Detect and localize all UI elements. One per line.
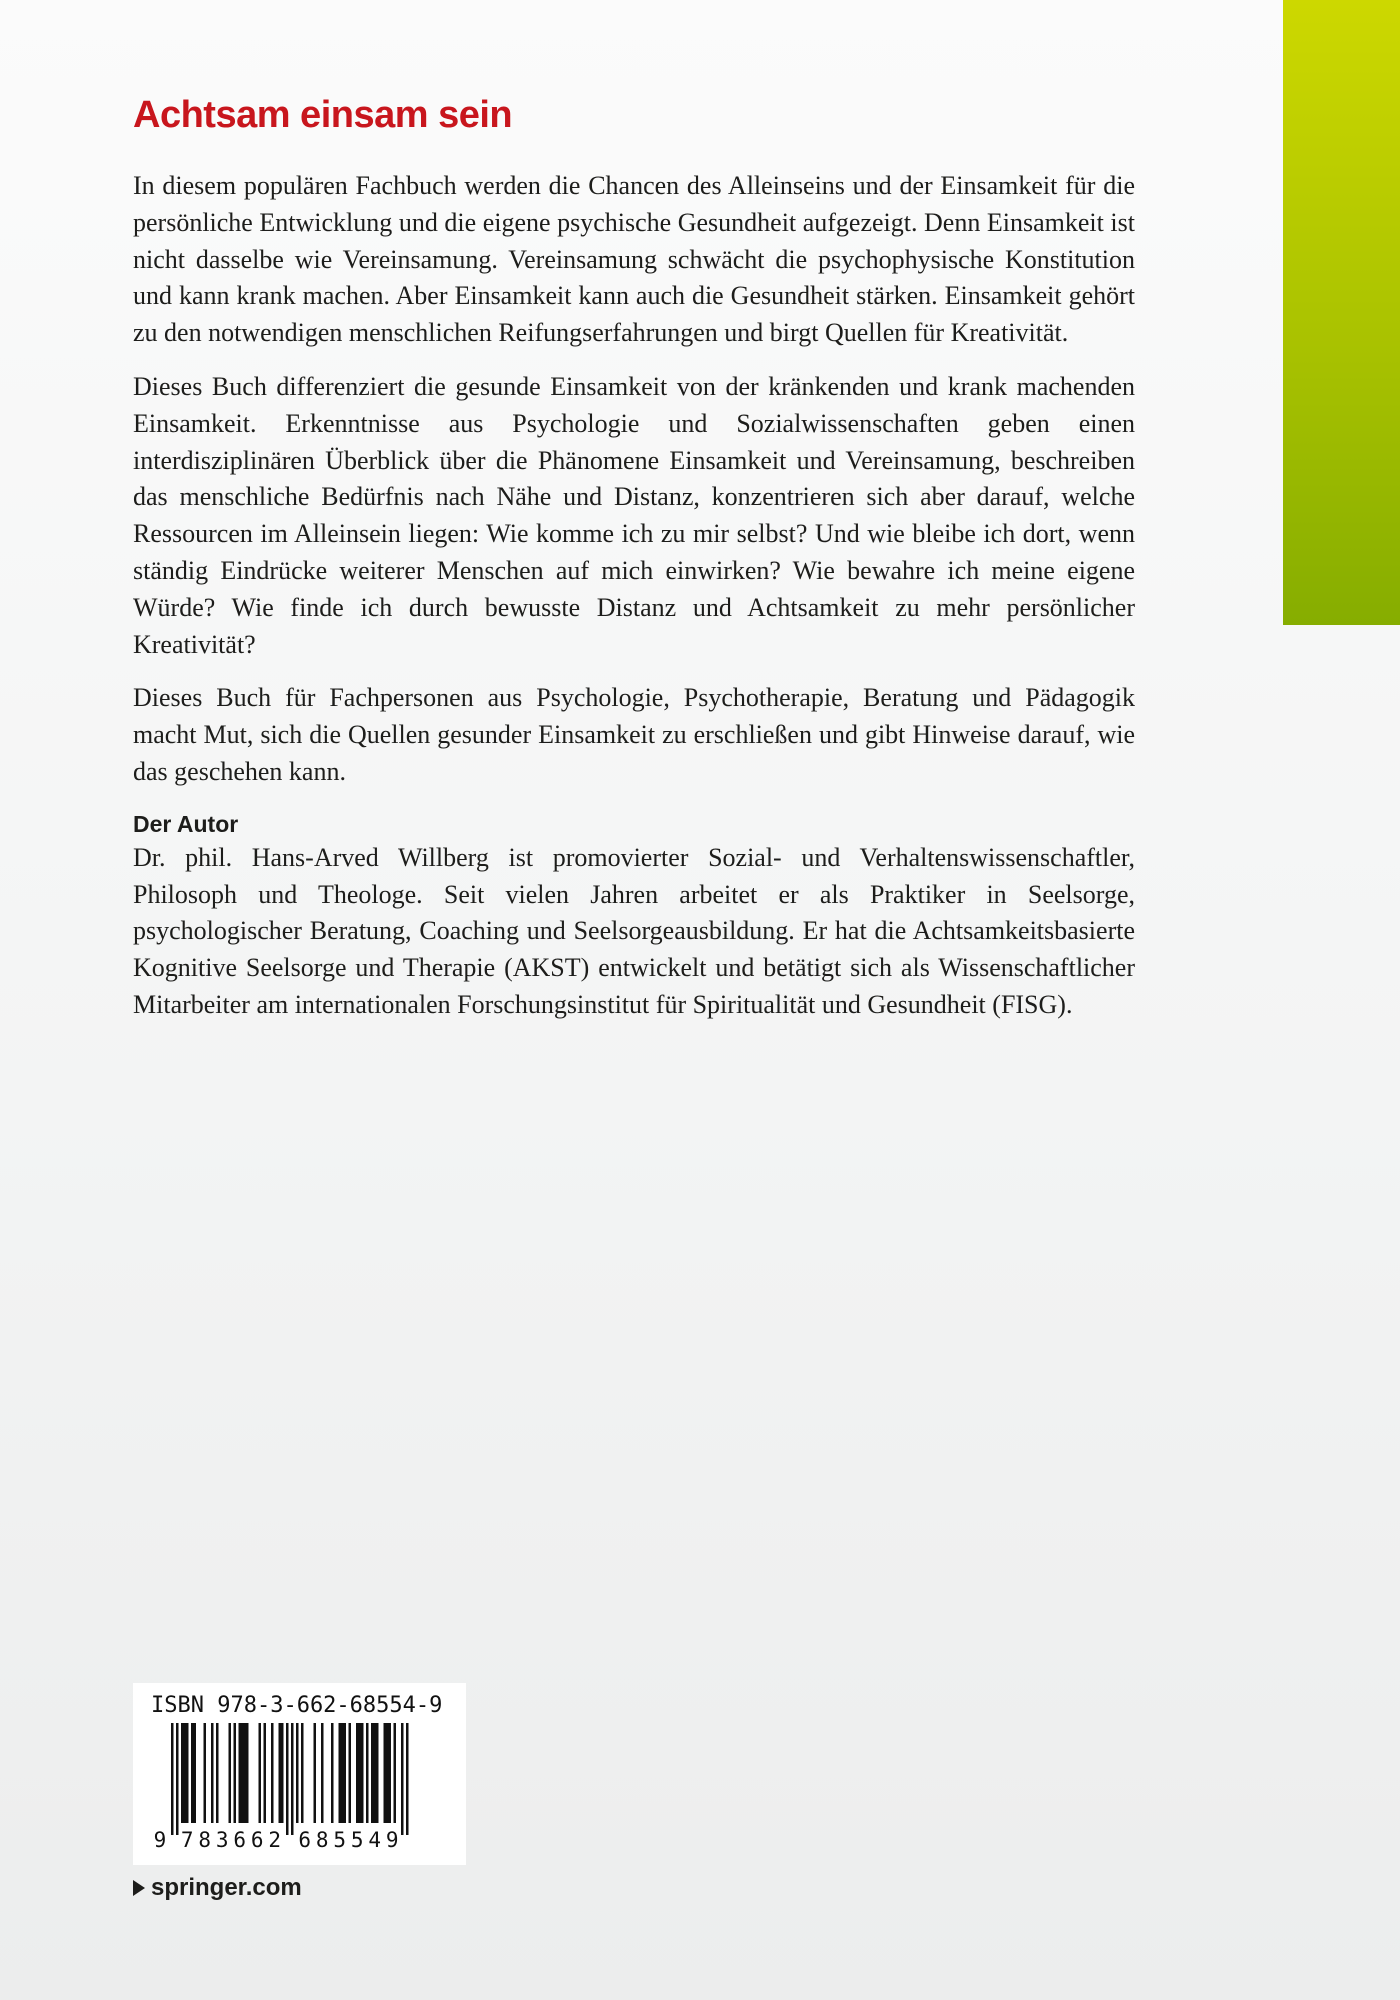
barcode-bar: [376, 1723, 379, 1823]
barcode-bar: [271, 1723, 274, 1823]
barcode-bar: [176, 1723, 179, 1835]
barcode-bar: [211, 1723, 214, 1823]
author-bio: Dr. phil. Hans-Arved Willberg ist promovierter Sozial- und Verhaltenswissenschaftler, Philosoph und Theologe. Seit vielen Jahren arbeitet er als Praktiker in Seelsorge, psychologischer Beratung, Coaching und Seelsorgeausbildung. Er hat die Achtsamkeitsbasierte Kognitive Seelsorge und Therapie (AKST) entwickelt und betätigt sich als Wissenschaftlicher Mitarbeiter am internationalen Forschungsinstitut für Spiritualität und Gesundheit (FISG).: [133, 842, 1135, 1019]
barcode-bar: [386, 1723, 389, 1823]
arrow-right-icon: [133, 1880, 145, 1896]
blurb-paragraph-3: Dieses Buch für Fachpersonen aus Psychologie, Psychotherapie, Beratung und Pädagogik macht Mut, sich die Quellen gesunder Einsamkeit zu erschließen und gibt Hinweise darauf, wie das geschehen kann.: [133, 683, 1135, 786]
barcode-bar: [194, 1723, 197, 1823]
barcode-bar: [286, 1723, 289, 1835]
barcode-bar: [331, 1723, 334, 1823]
barcode-digit: 6: [298, 1828, 312, 1852]
blurb-paragraph-1: In diesem populären Fachbuch werden die Chancen des Alleinseins und der Einsamkeit für die persönliche Entwicklung und die eigene psychische Gesundheit aufgezeigt. Denn Einsamkeit ist nicht dasselbe wie Vereinsamung. Vereinsamung schwächt die psychophysische Konstitution und kann krank machen. Aber Einsamkeit kann auch die Gesundheit stärken. Einsamkeit gehört zu den notwendigen menschlichen Reifungserfahrungen und birgt Quellen für Kreativität.: [133, 171, 1135, 348]
barcode-bar: [259, 1723, 262, 1823]
publisher-link[interactable]: [133, 1873, 302, 1903]
barcode-bar: [321, 1723, 324, 1823]
barcode-bar: [234, 1723, 237, 1823]
barcode-digit: 7: [180, 1828, 194, 1852]
barcode-bar: [264, 1723, 267, 1823]
barcode-digit: 9: [385, 1828, 399, 1852]
barcode-bar: [361, 1723, 364, 1823]
barcode-bar: [246, 1723, 249, 1823]
publisher-link-text[interactable]: springer.com: [151, 1874, 302, 1901]
barcode-bar: [384, 1723, 387, 1823]
barcode-bar: [244, 1723, 247, 1823]
barcode-bar: [356, 1723, 359, 1823]
barcode-bar: [279, 1723, 282, 1823]
barcode-bar: [281, 1723, 284, 1823]
barcode-bar: [341, 1723, 344, 1823]
barcode-bar: [216, 1723, 219, 1823]
barcode-bar: [374, 1723, 377, 1823]
barcode-bar: [204, 1723, 207, 1823]
barcode-digit: 9: [153, 1828, 167, 1852]
back-cover-text: [133, 92, 1135, 1041]
barcode-bar: [339, 1723, 342, 1823]
barcode-bar: [241, 1723, 244, 1823]
barcode-bar: [359, 1723, 362, 1823]
barcode-digit: 8: [198, 1828, 212, 1852]
barcode-bar: [229, 1723, 232, 1823]
isbn-label: ISBN 978-3-662-68554-9: [151, 1693, 443, 1718]
barcode-bar: [344, 1723, 347, 1823]
barcode-digit: 6: [233, 1828, 247, 1852]
barcode-digit: 5: [333, 1828, 347, 1852]
barcode-bar: [349, 1723, 352, 1823]
barcode-bar: [371, 1723, 374, 1823]
barcode-bar: [171, 1723, 174, 1835]
barcode-bar: [314, 1723, 317, 1823]
barcode-image: [151, 1723, 451, 1857]
accent-color-bar: [1283, 0, 1400, 625]
barcode-digit: 6: [250, 1828, 264, 1852]
barcode-bar: [186, 1723, 189, 1823]
barcode-bar: [301, 1723, 304, 1823]
barcode-bar: [191, 1723, 194, 1823]
barcode-bar: [366, 1723, 369, 1823]
blurb-paragraph-2: Dieses Buch differenziert die gesunde Einsamkeit von der kränkenden und krank machenden Einsamkeit. Erkenntnisse aus Psychologie und Sozialwissenschaften geben einen interdisziplinären Überblick über die Phänomene Einsamkeit und Vereinsamung, beschreiben das menschliche Bedürfnis nach Nähe und Distanz, konzentrieren sich aber darauf, welche Ressourcen im Alleinsein liegen: Wie komme ich zu mir selbst? Und wie bleibe ich dort, wenn ständig Eindrücke weiterer Menschen auf mich einwirken? Wie bewahre ich meine eigene Würde? Wie finde ich durch bewusste Distanz und Achtsamkeit zu mehr persönlicher Kreativität?: [133, 371, 1135, 659]
barcode-bar: [394, 1723, 397, 1823]
barcode-digit: 5: [350, 1828, 364, 1852]
barcode-bar: [181, 1723, 184, 1823]
barcode-digit: 2: [268, 1828, 282, 1852]
barcode-digit: 4: [368, 1828, 382, 1852]
isbn-barcode: [133, 1683, 466, 1865]
barcode-bar: [389, 1723, 392, 1823]
barcode-bar: [239, 1723, 242, 1823]
book-title: Achtsam einsam sein: [133, 94, 513, 136]
barcode-bar: [296, 1723, 299, 1823]
barcode-bar: [184, 1723, 187, 1823]
barcode-digit: 8: [315, 1828, 329, 1852]
barcode-bar: [401, 1723, 404, 1835]
barcode-bar: [291, 1723, 294, 1835]
barcode-bar: [406, 1723, 409, 1835]
author-heading: Der Autor: [133, 810, 239, 837]
barcode-digit: 3: [215, 1828, 229, 1852]
